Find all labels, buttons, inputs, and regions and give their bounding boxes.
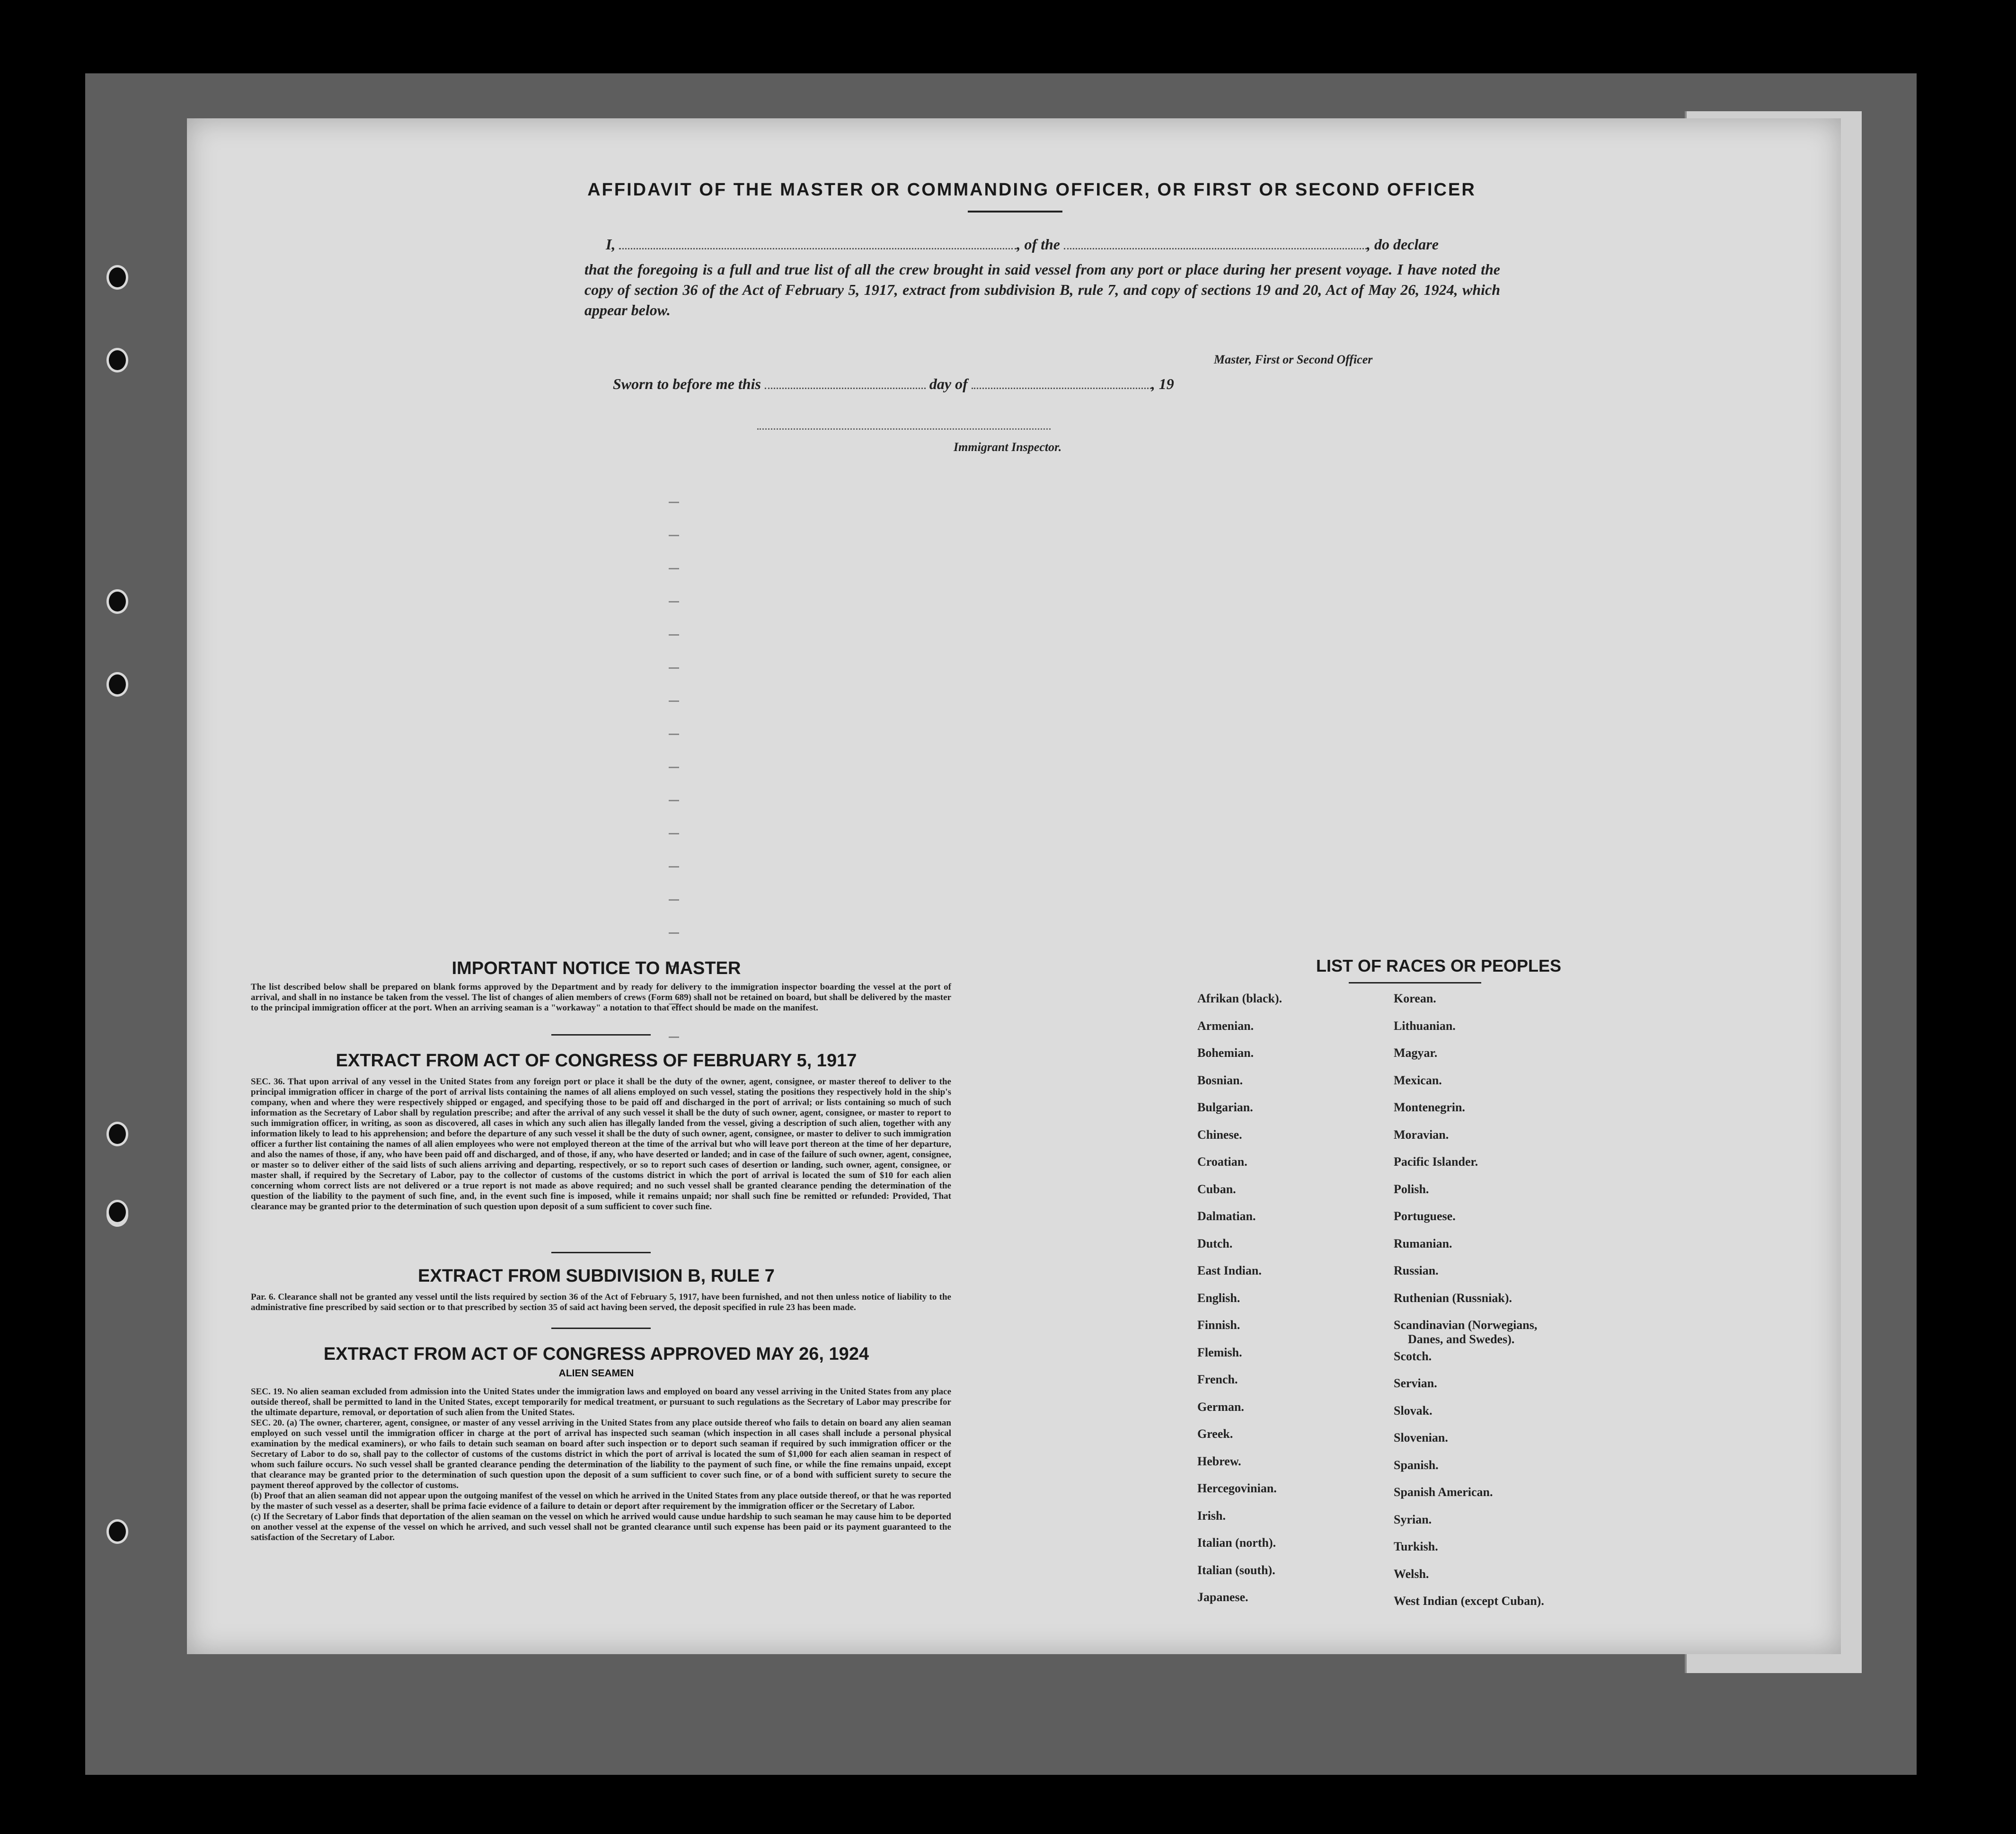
race-item: Spanish American.	[1394, 1485, 1493, 1499]
race-item: Scandinavian (Norwegians,	[1394, 1318, 1538, 1332]
sec19-text: SEC. 19. No alien seaman excluded from admission into the United States under the immigration laws and employed on board any vessel arriving in the United States from any place outside thereof, shall be permitted to land in the United States, except temporarily for medical treatment, or pursuant to such regulations as the Secretary of Labor may prescribe for the ultimate departure, removal, or deportation of such alien from the United States.	[251, 1387, 951, 1418]
extract-rule7-body: Par. 6. Clearance shall not be granted any vessel until the lists required by section 36 of the Act of February 5, 1917, have been furnished, and not then unless notice of liability to the administrative fine prescribed by said section or to that prescribed by section 35 of said act having been served, the deposit specified in rule 23 has been made.	[251, 1292, 951, 1312]
extract-rule7-title: EXTRACT FROM SUBDIVISION B, RULE 7	[418, 1266, 775, 1286]
race-item: Danes, and Swedes).	[1408, 1332, 1515, 1346]
punch-hole-icon	[106, 672, 128, 697]
of-the-label: , of the	[1017, 236, 1060, 253]
sworn-line	[613, 374, 1417, 394]
notice-body: The list described below shall be prepared on blank forms approved by the Department and by ready for delivery to the immigration inspector boarding the vessel at the port of arrival, and shall in no instance be taken from the vessel. The list of changes of alien members of crews (Form 689) shall not be retained on board, but shall be delivered by the master to the principal immigration officer at the port. When an arriving seaman is a "workaway" a notation to that effect should be made on the manifest.	[251, 982, 951, 1013]
race-item: Polish.	[1394, 1182, 1429, 1196]
notice-title: IMPORTANT NOTICE TO MASTER	[451, 958, 741, 978]
row-tick	[669, 535, 679, 536]
row-tick	[669, 700, 679, 702]
race-item: Pacific Islander.	[1394, 1155, 1478, 1169]
race-item: Montenegrin.	[1394, 1100, 1465, 1114]
race-item: Dutch.	[1197, 1236, 1233, 1250]
race-item: Chinese.	[1197, 1127, 1242, 1142]
race-item: Turkish.	[1394, 1540, 1438, 1553]
race-item: English.	[1197, 1291, 1240, 1305]
sworn-label: Sworn to before me this	[613, 375, 761, 392]
row-tick	[669, 1037, 679, 1038]
race-item: Magyar.	[1394, 1046, 1438, 1060]
extract-1917-title: EXTRACT FROM ACT OF CONGRESS OF FEBRUARY 5, 1917	[336, 1051, 857, 1071]
race-item: Irish.	[1197, 1508, 1226, 1523]
race-item: Syrian.	[1394, 1512, 1432, 1526]
races-underline	[1349, 982, 1481, 983]
section-divider	[551, 1252, 651, 1253]
inspector-label: Immigrant Inspector.	[954, 440, 1062, 454]
punch-hole-icon	[106, 1200, 128, 1224]
row-tick	[669, 667, 679, 669]
punch-hole-icon	[106, 1519, 128, 1544]
year-label: , 19	[1151, 375, 1174, 392]
race-item: Cuban.	[1197, 1182, 1236, 1196]
race-item: East Indian.	[1197, 1264, 1262, 1277]
race-item: Portuguese.	[1394, 1209, 1456, 1223]
officer-name-field[interactable]	[619, 248, 1017, 249]
punch-hole-icon	[106, 265, 128, 290]
title-underline	[968, 211, 1062, 213]
race-item: Welsh.	[1394, 1567, 1429, 1581]
race-item: Spanish.	[1394, 1458, 1439, 1472]
row-tick	[669, 634, 679, 636]
race-item: Slovenian.	[1394, 1431, 1448, 1444]
race-item: Flemish.	[1197, 1345, 1242, 1359]
race-item: Hebrew.	[1197, 1454, 1241, 1468]
race-item: Mexican.	[1394, 1073, 1442, 1087]
race-item: Hercegovinian.	[1197, 1481, 1277, 1495]
inspector-signature-line[interactable]	[757, 428, 1051, 430]
row-tick	[669, 568, 679, 569]
race-item: Italian (south).	[1197, 1563, 1275, 1577]
race-item: Italian (north).	[1197, 1536, 1276, 1550]
race-item: Lithuanian.	[1394, 1019, 1456, 1033]
affidavit-title: AFFIDAVIT OF THE MASTER OR COMMANDING OFFICER, OR FIRST OR SECOND OFFICER	[587, 180, 1476, 200]
race-item: German.	[1197, 1400, 1244, 1414]
race-item: Rumanian.	[1394, 1236, 1452, 1250]
race-item: Bosnian.	[1197, 1073, 1243, 1087]
extract-1917-body: SEC. 36. That upon arrival of any vessel in the United States from any foreign port or place it shall be the duty of the owner, agent, consignee, or master thereof to deliver to the principal immigration officer in charge of the port of arrival lists containing the names of all aliens employed on such vessel, stating the positions they respectively hold in the ship's company, when and where they were respectively shipped or engaged, and specifying those to be paid off and discharged in the port of arrival; or lists containing so much of such information as the Secretary of Labor shall by regulation prescribe; and after the arrival of any such vessel it shall be the duty of such owner, agent, consignee, or master to report to such immigration officer, in writing, as soon as discovered, all cases in which any such alien has illegally landed from the vessel, giving a description of such alien, together with any information likely to lead to his apprehension; and before the departure of any such vessel it shall be the duty of such owner, agent, consignee, or master to deliver to such immigration officer a further list containing the names of all alien employees who were not employed thereon at the time of the arrival but who will leave port thereon at the time of her departure, and also the names of those, if any, who have been paid off and discharged, and of those, if any, who have deserted or landed; and in case of the failure of such owner, agent, consignee, or master so to deliver either of the said lists of such aliens arriving and departing, respectively, or so to report such cases of desertion or landing, such owner, agent, consignee, or master shall, if required by the Secretary of Labor, pay to the collector of customs of the customs district in which the port of arrival is located the sum of $10 for each alien concerning whom correct lists are not delivered or a true report is not made as above required; and no such vessel shall be granted clearance pending the determination of the question of the liability to the payment of such fine, and, in the event such fine is imposed, while it remains unpaid; nor shall such fine be remitted or refunded: Provided, That clearance may be granted prior to the determination of such question upon deposit of a sum sufficient to cover such fine.	[251, 1077, 951, 1212]
sec20c-text: (c) If the Secretary of Labor finds that deportation of the alien seaman on the vessel on which he arrived would cause undue hardship to such seaman he may cause him to be deported on another vessel at the expense of the vessel on which he arrived, and such vessel shall not be granted clearance until such expense has been paid or its payment guaranteed to the satisfaction of the Secretary of Labor.	[251, 1512, 951, 1542]
punch-hole-icon	[106, 348, 128, 372]
row-tick	[669, 866, 679, 868]
affidavit-body: that the foregoing is a full and true list of all the crew brought in said vessel from any port or place during her present voyage. I have noted the copy of section 36 of the Act of February 5, 1917, extract from subdivision B, rule 7, and copy of sections 19 and 20, Act of May 26, 1924, which appear below.	[584, 261, 1500, 319]
row-tick	[669, 932, 679, 934]
i-label: I,	[606, 236, 616, 253]
row-tick	[669, 502, 679, 503]
race-item: Korean.	[1394, 992, 1436, 1005]
section-divider	[551, 1034, 651, 1036]
master-signature-label: Master, First or Second Officer	[1214, 353, 1373, 366]
section-divider	[551, 1328, 651, 1329]
row-tick	[669, 899, 679, 901]
race-item: Russian.	[1394, 1264, 1439, 1277]
race-item: West Indian (except Cuban).	[1394, 1594, 1544, 1608]
sec20b-text: (b) Proof that an alien seaman did not appear upon the outgoing manifest of the vessel on which he arrived in the United States from any place outside thereof, or that he was reported by the master of such vessel as a deserter, shall be prima facie evidence of a failure to detain or deport after requirement by the immigration officer or the Secretary of Labor.	[251, 1491, 951, 1511]
race-item: Bohemian.	[1197, 1046, 1254, 1060]
race-item: Japanese.	[1197, 1590, 1248, 1604]
race-item: Croatian.	[1197, 1155, 1247, 1169]
race-item: French.	[1197, 1373, 1238, 1386]
race-item: Armenian.	[1197, 1019, 1254, 1033]
row-tick	[669, 734, 679, 735]
punch-hole-icon	[106, 589, 128, 614]
row-tick	[669, 767, 679, 768]
race-item: Finnish.	[1197, 1318, 1240, 1332]
race-item: Greek.	[1197, 1427, 1233, 1441]
race-item: Afrikan (black).	[1197, 992, 1282, 1005]
race-item: Ruthenian (Russniak).	[1394, 1291, 1512, 1305]
extract-1924-title: EXTRACT FROM ACT OF CONGRESS APPROVED MAY 26, 1924	[323, 1344, 869, 1364]
sec20a-text: SEC. 20. (a) The owner, charterer, agent, consignee, or master of any vessel arriving in the United States from any place outside thereof who fails to detain on board any alien seaman employed on such vessel until the immigration officer in charge at the port of arrival has inspected such seaman (which inspection in all cases shall include a personal physical examination by the medical examiners), or who fails to detain such seaman on board after such inspection or to deport such seaman if required by such immigration officer or the Secretary of Labor to do so, shall pay to the collector of customs of the customs district in which the port of arrival is located the sum of $1,000 for each alien seaman in respect of whom such failure occurs. No such vessel shall be granted clearance pending the determination of the liability to the payment of such fine, or while the fine remains unpaid, except that clearance may be granted prior to the determination of such question upon the deposit of a sum sufficient to cover such fine, or of a bond with sufficient surety to secure the payment thereof approved by the collector of customs.	[251, 1418, 951, 1490]
race-item: Bulgarian.	[1197, 1100, 1253, 1114]
races-title: LIST OF RACES OR PEOPLES	[1316, 956, 1562, 975]
race-item: Dalmatian.	[1197, 1209, 1256, 1223]
race-item: Servian.	[1394, 1376, 1437, 1390]
row-tick	[669, 833, 679, 834]
punch-hole-icon	[106, 1122, 128, 1146]
race-item: Slovak.	[1394, 1403, 1432, 1418]
race-item: Moravian.	[1394, 1127, 1449, 1142]
row-tick	[669, 800, 679, 801]
day-of-label: day of	[929, 375, 968, 392]
alien-seamen-subtitle: ALIEN SEAMEN	[558, 1368, 634, 1379]
row-tick	[669, 601, 679, 602]
manifest-page	[187, 118, 1841, 1654]
vessel-name-field[interactable]	[1064, 248, 1367, 249]
declaration-line	[584, 234, 1500, 255]
extract-1924-body	[251, 1387, 951, 1543]
sworn-month-field[interactable]	[972, 388, 1151, 389]
declare-label: , do declare	[1367, 236, 1439, 253]
race-item: Scotch.	[1394, 1349, 1432, 1363]
sworn-day-field[interactable]	[765, 388, 926, 389]
